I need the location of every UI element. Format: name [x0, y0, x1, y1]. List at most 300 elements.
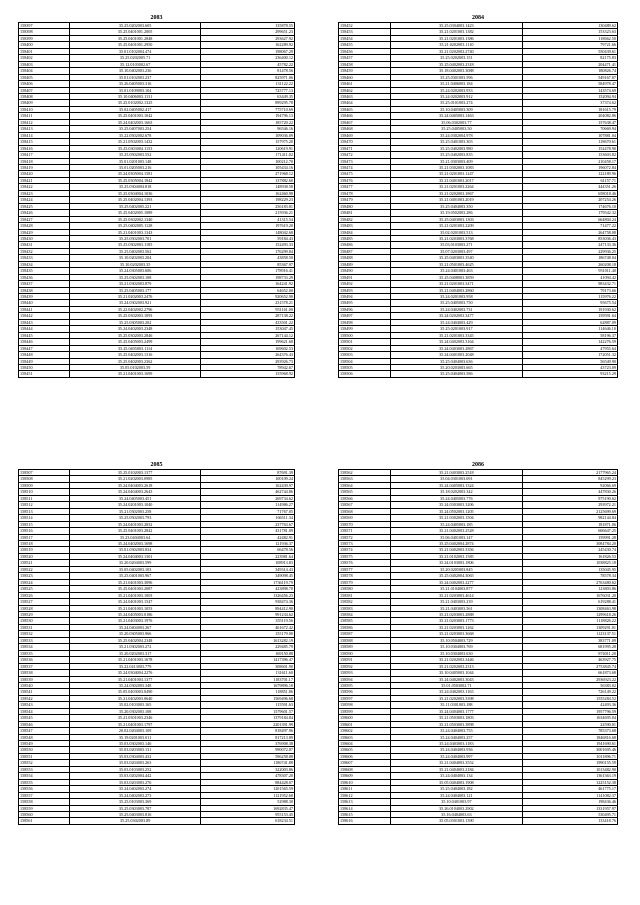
record-id-cell: 158496	[339, 306, 391, 312]
record-id-cell: 158594	[339, 676, 391, 682]
amount-cell: 2763480.62	[523, 579, 618, 585]
amount-cell: 785373.68	[523, 728, 618, 734]
amount-cell: 215936.21	[201, 210, 295, 216]
amount-cell: 148938.58	[201, 184, 295, 190]
record-id-cell: 158508	[19, 476, 70, 482]
record-id-cell: 158602	[339, 728, 391, 734]
parcel-code-cell: 35.21.0402003.3356	[390, 547, 523, 553]
amount-cell: 108913.83	[201, 560, 295, 566]
amount-cell: 1692835.47	[201, 805, 295, 811]
parcel-code-cell: 35.24.0401003.2048	[390, 352, 523, 358]
parcel-code-cell: 35.26.0104003.2902	[390, 805, 523, 811]
record-id-cell: 158569	[339, 515, 391, 521]
record-id-cell: 158507	[19, 470, 70, 476]
parcel-code-cell: 35.25.0402004.1393	[70, 197, 201, 203]
table-row	[339, 818, 618, 824]
record-id-cell: 158581	[339, 592, 391, 598]
record-id-cell: 158590	[339, 650, 391, 656]
amount-cell: 983432.71	[523, 281, 618, 287]
parcel-code-cell: 35.06.0401003.147	[390, 534, 523, 540]
amount-cell: 2201391.99	[201, 721, 295, 727]
record-id-cell: 158527	[19, 599, 70, 605]
table-row	[339, 371, 618, 377]
parcel-code-cell: 35.24.0404003.1301	[70, 553, 201, 559]
record-id-cell: 158574	[339, 547, 391, 553]
amount-cell: 349314.43	[201, 566, 295, 572]
amount-cell: 153047.45	[201, 326, 295, 332]
parcel-code-cell: 35.03.0204003.263	[70, 760, 201, 766]
parcel-code-cell: 35.05.0301003.1390	[390, 818, 523, 824]
amount-cell: 550439.61	[523, 48, 618, 54]
parcel-code-cell: 35.25.0402003.2318	[390, 61, 523, 67]
parcel-code-cell: 35.21.0502003.1432	[70, 139, 201, 145]
record-id-cell: 158603	[339, 734, 391, 740]
amount-cell: 433501.22	[201, 319, 295, 325]
parcel-code-cell: 35.21.0202003.3398	[390, 695, 523, 701]
amount-cell: 1331957.97	[523, 805, 618, 811]
record-id-cell: 158442	[19, 313, 70, 319]
record-id-cell: 158434	[19, 261, 70, 267]
amount-cell: 152478.90	[523, 145, 618, 151]
parcel-code-cell: 35.24.0402003.1165	[390, 689, 523, 695]
parcel-code-cell: 35.25.0101003.274	[390, 100, 523, 106]
amount-cell: 349098.45	[201, 573, 295, 579]
amount-cell: 596258.88	[201, 753, 295, 759]
amount-cell: 308601.90	[201, 663, 295, 669]
amount-cell: 681995.28	[523, 644, 618, 650]
parcel-code-cell: 35.25.0404003.182	[390, 786, 523, 792]
record-id-cell: 158454	[339, 35, 391, 41]
amount-cell: 478307.20	[201, 773, 295, 779]
record-id-cell: 158543	[19, 702, 70, 708]
record-id-cell: 158536	[19, 657, 70, 663]
parcel-code-cell: 35.25.0405003.177	[70, 287, 201, 293]
amount-cell: 1941690.61	[523, 741, 618, 747]
amount-cell: 42482.91	[201, 534, 295, 540]
amount-cell: 229936.25	[523, 248, 618, 254]
parcel-code-cell: 35.18.0202003.342	[390, 489, 523, 495]
amount-cell: 115591.63	[201, 702, 295, 708]
record-id-cell: 158550	[19, 747, 70, 753]
parcel-code-cell: 35.24.0402003.1663	[70, 119, 201, 125]
parcel-code-cell: 35.24.0402003.2348	[70, 326, 201, 332]
parcel-code-cell: 35.24.0404003.997	[390, 753, 523, 759]
parcel-code-cell: 35.25.0404003.636	[390, 358, 523, 364]
parcel-code-cell: 35.21.0401003.1343	[70, 229, 201, 235]
record-id-cell: 158516	[19, 528, 70, 534]
parcel-code-cell: 35.21.0501003.4625	[390, 261, 523, 267]
parcel-code-cell: 35.10.0304003.769	[390, 644, 523, 650]
record-id-cell: 158589	[339, 644, 391, 650]
record-id-cell: 158447	[19, 345, 70, 351]
parcel-code-cell: 35.24.0302004.978	[390, 132, 523, 138]
amount-cell: 1569496.68	[201, 695, 295, 701]
record-id-cell: 158515	[19, 521, 70, 527]
record-id-cell: 158568	[339, 508, 391, 514]
record-id-cell: 158582	[339, 599, 391, 605]
amount-cell: 267144.12	[201, 332, 295, 338]
amount-cell: 63449.35	[201, 93, 295, 99]
record-id-cell: 158587	[339, 631, 391, 637]
record-id-cell: 158483	[339, 223, 391, 229]
amount-cell: 178916.41	[201, 268, 295, 274]
amount-cell: 1579601.57	[201, 708, 295, 714]
parcel-code-cell: 35.10.0304003.630	[390, 650, 523, 656]
amount-cell: 1957796.59	[523, 708, 618, 714]
record-id-cell: 158557	[19, 792, 70, 798]
parcel-code-cell: 35.24.0404003.429	[390, 319, 523, 325]
amount-cell: 245430.74	[523, 547, 618, 553]
record-id-cell: 158486	[339, 242, 391, 248]
parcel-code-cell: 35.25.0402003.1316	[70, 352, 201, 358]
record-id-cell: 158444	[19, 326, 70, 332]
amount-cell: 664804.24	[523, 216, 618, 222]
record-id-cell: 158593	[339, 670, 391, 676]
amount-cell: 78942.67	[201, 365, 295, 371]
record-id-cell: 158535	[19, 650, 70, 656]
record-id-cell: 158506	[339, 371, 391, 377]
parcel-code-cell: 35.11.0301003.188	[390, 702, 523, 708]
parcel-code-cell: 35.25.0502003.793	[70, 515, 201, 521]
records-table	[338, 469, 618, 825]
parcel-code-cell: 35.24.0404003.121	[390, 792, 523, 798]
amount-cell: 22590.01	[523, 721, 618, 727]
parcel-code-cell: 35.21.0404003.2184	[390, 766, 523, 772]
panel-title: 2083	[150, 15, 163, 21]
parcel-code-cell: 35.05.0403003.0490	[70, 689, 201, 695]
parcel-code-cell: 35.10.0202003.204	[70, 255, 201, 261]
amount-cell: 3084784.20	[523, 540, 618, 546]
parcel-code-cell: 35.25.0401003.2842	[70, 528, 201, 534]
amount-cell: 322003.86	[201, 766, 295, 772]
parcel-code-cell: 35.21.0201003.3471	[390, 281, 523, 287]
amount-cell: 43858.50	[201, 255, 295, 261]
amount-cell: 62887.09	[523, 319, 618, 325]
record-id-cell: 158467	[339, 119, 391, 125]
record-id-cell: 158503	[339, 352, 391, 358]
amount-cell: 247133.36	[523, 242, 618, 248]
record-id-cell: 158583	[339, 605, 391, 611]
amount-cell: 82175.83	[523, 55, 618, 61]
amount-cell: 142276.59	[523, 339, 618, 345]
amount-cell: 52988.30	[201, 799, 295, 805]
record-id-cell: 158492	[339, 281, 391, 287]
amount-cell: 109036.09	[201, 132, 295, 138]
parcel-code-cell: 35.24.0404003.2618	[70, 482, 201, 488]
amount-cell: 169602.53	[201, 345, 295, 351]
amount-cell: 157975.20	[201, 139, 295, 145]
amount-cell: 444351.26	[523, 184, 618, 190]
amount-cell: 71767.05	[201, 508, 295, 514]
amount-cell: 260208.18	[523, 261, 618, 267]
amount-cell: 123803.86	[523, 586, 618, 592]
parcel-code-cell: 35.03.0304003.432	[70, 753, 201, 759]
parcel-code-cell: 35.03.0302003.146	[70, 741, 201, 747]
amount-cell: 775710.69	[201, 106, 295, 112]
amount-cell: 197619.20	[201, 223, 295, 229]
amount-cell: 229485.79	[201, 644, 295, 650]
record-id-cell: 158615	[339, 812, 391, 818]
record-id-cell: 158446	[19, 339, 70, 345]
parcel-code-cell: 35.24.0502003.1205	[390, 508, 523, 514]
amount-cell: 159591.64	[523, 313, 618, 319]
record-id-cell: 158412	[19, 119, 70, 125]
record-id-cell: 158410	[19, 106, 70, 112]
parcel-code-cell: 35.25.0103003.369	[70, 799, 201, 805]
record-id-cell: 158443	[19, 319, 70, 325]
amount-cell: 1679896.18	[201, 682, 295, 688]
parcel-code-cell: 35.24.0103003.1806	[390, 560, 523, 566]
amount-cell: 79173.66	[523, 287, 618, 293]
amount-cell: 118851.86	[201, 689, 295, 695]
record-id-cell: 158426	[19, 210, 70, 216]
amount-cell: 287138.22	[201, 313, 295, 319]
parcel-code-cell: 35.25.0403003.3540	[390, 255, 523, 261]
record-id-cell: 158533	[19, 637, 70, 643]
record-id-cell: 158520	[19, 553, 70, 559]
parcel-code-cell: 35.01.0102004.474	[70, 48, 201, 54]
record-id-cell: 158418	[19, 158, 70, 164]
parcel-code-cell: 35.25.0301003.596	[390, 74, 523, 80]
record-id-cell: 158585	[339, 618, 391, 624]
amount-cell: 293972.21	[523, 502, 618, 508]
record-id-cell: 158577	[339, 566, 391, 572]
record-id-cell: 158526	[19, 592, 70, 598]
record-id-cell: 158413	[19, 126, 70, 132]
table-panel-2086	[338, 461, 618, 825]
parcel-code-cell: 35.22.0413003.779	[70, 663, 201, 669]
record-id-cell: 158611	[339, 786, 391, 792]
parcel-code-cell: 35.10.0406003.1131	[70, 93, 201, 99]
amount-cell: 41094.42	[523, 274, 618, 280]
record-id-cell: 158480	[339, 203, 391, 209]
parcel-code-cell: 35.25.0402003.980	[390, 145, 523, 151]
parcel-code-cell: 35.21.0203003.1262	[390, 624, 523, 630]
amount-cell: 162439.97	[201, 482, 295, 488]
parcel-code-cell: 35.25.0302003.1185	[70, 242, 201, 248]
parcel-code-cell: 35.01.0503002.71	[390, 682, 523, 688]
amount-cell: 661873.68	[523, 670, 618, 676]
record-id-cell: 158417	[19, 152, 70, 158]
record-id-cell: 158564	[339, 482, 391, 488]
parcel-code-cell: 35.21.0203003.4614	[390, 592, 523, 598]
parcel-code-cell: 35.25.0402003.835	[390, 152, 523, 158]
record-id-cell: 158435	[19, 268, 70, 274]
amount-cell: 71477.22	[523, 223, 618, 229]
parcel-code-cell: 35.25.0402003.562	[70, 248, 201, 254]
record-id-cell: 158534	[19, 644, 70, 650]
record-id-cell: 158437	[19, 281, 70, 287]
amount-cell: 1555284.52	[523, 695, 618, 701]
amount-cell: 131611.60	[201, 670, 295, 676]
amount-cell: 1846816.68	[523, 734, 618, 740]
record-id-cell: 158495	[339, 300, 391, 306]
amount-cell: 447830.26	[523, 489, 618, 495]
record-id-cell: 158586	[339, 624, 391, 630]
parcel-code-cell: 35.25.0403003.816	[70, 812, 201, 818]
parcel-code-cell: 35.25.0401001.2005	[70, 29, 201, 35]
amount-cell: 162460.98	[201, 190, 295, 196]
parcel-code-cell: 35.21.0406003.184	[390, 81, 523, 87]
amount-cell: 818497.96	[201, 728, 295, 734]
record-id-cell: 158416	[19, 145, 70, 151]
parcel-code-cell: 35.25.0401003.2087	[70, 586, 201, 592]
parcel-code-cell: 35.21.0202003.1110	[390, 42, 523, 48]
parcel-code-cell: 35.25.0202003.605	[70, 23, 201, 29]
amount-cell: 198436.46	[523, 799, 618, 805]
parcel-code-cell: 35.24.0304004.2276	[70, 670, 201, 676]
record-id-cell: 158511	[19, 495, 70, 501]
amount-cell: 115976.22	[523, 294, 618, 300]
parcel-code-cell: 35.25.0502003.552	[70, 152, 201, 158]
parcel-code-cell: 35.01.0205003.216	[70, 164, 201, 170]
parcel-code-cell: 35.25.0202005.71	[70, 55, 201, 61]
record-id-cell: 158458	[339, 61, 391, 67]
record-id-cell: 158425	[19, 203, 70, 209]
record-id-cell: 158439	[19, 294, 70, 300]
amount-cell: 990072.87	[201, 747, 295, 753]
record-id-cell: 158500	[339, 332, 391, 338]
record-id-cell: 158471	[339, 145, 391, 151]
record-id-cell: 158470	[339, 139, 391, 145]
record-id-cell: 158600	[339, 715, 391, 721]
parcel-code-cell: 35.25.0502003.701	[70, 235, 201, 241]
parcel-code-cell: 35.10.0202003.35	[70, 261, 201, 267]
parcel-code-cell: 35.21.0403003.239	[390, 599, 523, 605]
parcel-code-cell: 35.20.0305003.966	[70, 631, 201, 637]
parcel-code-cell: 35.05.0102003.59	[70, 365, 201, 371]
record-id-cell: 158436	[19, 274, 70, 280]
amount-cell: 2177965.24	[523, 470, 618, 476]
amount-cell: 462744.86	[201, 489, 295, 495]
record-id-cell: 158613	[339, 799, 391, 805]
record-id-cell: 158540	[19, 682, 70, 688]
amount-cell: 463927.75	[523, 657, 618, 663]
parcel-code-cell: 35.01.0102003.237	[70, 74, 201, 80]
record-id-cell: 158531	[19, 624, 70, 630]
parcel-code-cell: 35.24.0404003.267	[70, 624, 201, 630]
record-id-cell: 158479	[339, 197, 391, 203]
parcel-code-cell: 35.24.0401003.463	[390, 268, 523, 274]
record-id-cell: 158455	[339, 42, 391, 48]
parcel-code-cell: 35.24.0303003.3206	[390, 502, 523, 508]
parcel-code-cell: 35.25.0404003.350	[390, 203, 523, 209]
amount-cell: 169150.88	[201, 650, 295, 656]
record-id-cell: 158431	[19, 242, 70, 248]
amount-cell: 176299.84	[201, 248, 295, 254]
parcel-code-cell: 35.21.0201003.2209	[390, 223, 523, 229]
parcel-code-cell: 35.24.0404003.2643	[70, 489, 201, 495]
record-id-cell: 158459	[339, 68, 391, 74]
parcel-code-cell: 35.25.0401003.967	[70, 573, 201, 579]
record-id-cell: 158524	[19, 579, 70, 585]
amount-cell: 135045.95	[523, 566, 618, 572]
amount-cell: 143574.69	[523, 87, 618, 93]
record-id-cell: 158504	[339, 358, 391, 364]
amount-cell: 41315.54	[201, 216, 295, 222]
parcel-code-cell: 35.10.0401003.97	[390, 799, 523, 805]
record-id-cell: 158584	[339, 611, 391, 617]
record-id-cell: 158399	[19, 35, 70, 41]
amount-cell: 93215.29	[523, 371, 618, 377]
parcel-code-cell: 35.25.0303003.787	[70, 805, 201, 811]
parcel-code-cell: 35.21.0503003.3898	[390, 721, 523, 727]
record-id-cell: 158403	[19, 61, 70, 67]
record-id-cell: 158551	[19, 753, 70, 759]
parcel-code-cell: 35.25.0402005.1128	[70, 223, 201, 229]
parcel-code-cell: 35.20.0204003.599	[70, 560, 201, 566]
record-id-cell: 158596	[339, 689, 391, 695]
record-id-cell: 158407	[19, 87, 70, 93]
record-id-cell: 158414	[19, 132, 70, 138]
parcel-code-cell: 35.02.0201003.513	[390, 229, 523, 235]
record-id-cell: 158595	[339, 682, 391, 688]
amount-cell: 56383.02	[523, 682, 618, 688]
parcel-code-cell: 35.21.0201003.3345	[390, 332, 523, 338]
table-panel-2083	[18, 14, 295, 378]
parcel-code-cell: 35.24.0402003.274	[70, 786, 201, 792]
amount-cell: 161826.53	[523, 553, 618, 559]
record-id-cell: 158517	[19, 534, 70, 540]
parcel-code-cell: 35.25.0304003.1423	[390, 23, 523, 29]
amount-cell: 293926.73	[201, 358, 295, 364]
table-panel-2084	[338, 14, 618, 378]
amount-cell: 42493.36	[523, 702, 618, 708]
record-id-cell: 158463	[339, 93, 391, 99]
parcel-code-cell: 35.02.0103003.165	[70, 702, 201, 708]
parcel-code-cell: 35.24.0201003.1040	[70, 502, 201, 508]
record-id-cell: 158570	[339, 521, 391, 527]
parcel-code-cell: 35.24.0403003.2867	[390, 345, 523, 351]
amount-cell: 2753845.74	[523, 663, 618, 669]
amount-cell: 951161.00	[201, 306, 295, 312]
amount-cell: 153323.63	[523, 29, 618, 35]
record-id-cell: 158405	[19, 74, 70, 80]
parcel-code-cell: 35.24.0405003.185	[390, 521, 523, 527]
record-id-cell: 158466	[339, 113, 391, 119]
record-id-cell: 158576	[339, 560, 391, 566]
amount-cell: 1417396.47	[201, 657, 295, 663]
record-id-cell: 158419	[19, 164, 70, 170]
parcel-code-cell: 35.21.0401003.2017	[390, 177, 523, 183]
record-id-cell: 158546	[19, 721, 70, 727]
record-id-cell: 158452	[339, 23, 391, 29]
parcel-code-cell: 35.21.0303003.409	[390, 158, 523, 164]
parcel-code-cell: 35.24.0201003.958	[390, 294, 523, 300]
amount-cell: 2125699.69	[523, 508, 618, 514]
record-id-cell: 158428	[19, 223, 70, 229]
record-id-cell: 158468	[339, 126, 391, 132]
amount-cell: 236400.12	[201, 55, 295, 61]
record-id-cell: 158605	[339, 747, 391, 753]
parcel-code-cell: 35.21.0404003.3552	[390, 760, 523, 766]
amount-cell: 157638.47	[523, 119, 618, 125]
record-id-cell: 158457	[339, 55, 391, 61]
record-id-cell: 158560	[19, 812, 70, 818]
amount-cell: 975190.62	[523, 495, 618, 501]
amount-cell: 120619.91	[201, 145, 295, 151]
amount-cell: 725777.13	[201, 87, 295, 93]
amount-cell: 1141082.37	[523, 792, 618, 798]
amount-cell: 606647.25	[523, 528, 618, 534]
parcel-code-cell: 35.02.0405002.417	[70, 106, 201, 112]
parcel-code-cell: 35.25.0405003.1114	[70, 345, 201, 351]
record-id-cell: 158491	[339, 274, 391, 280]
parcel-code-cell: 35.25.0404003.586	[390, 371, 523, 377]
parcel-code-cell: 35.12.0103002.67	[70, 61, 201, 67]
amount-cell: 155179.00	[201, 631, 295, 637]
amount-cell: 181615.79	[523, 106, 618, 112]
